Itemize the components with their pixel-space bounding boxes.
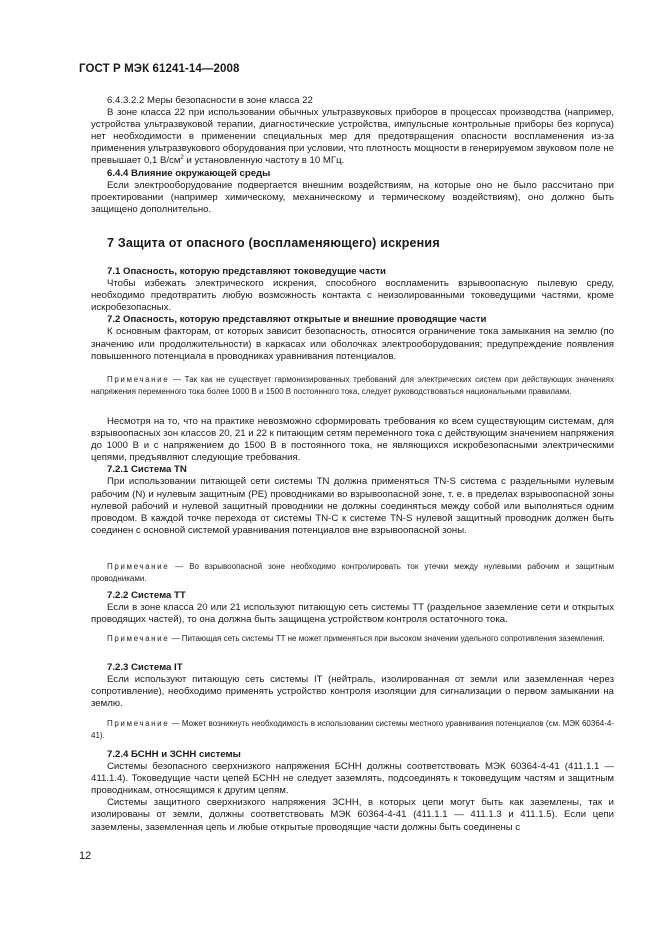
- paragraph-bsnn: Системы безопасного сверхнизкого напряжения БСНН должны соответствовать МЭК 60364-4-41 (411.1.1 — 411.1.4). Токоведущие части цепей БСНН не следует заземлять, подсоединять к токоведущим частям и защитным проводникам, относящимся к другим цепям.: [91, 761, 614, 797]
- block-7-2-3: [91, 662, 614, 710]
- note-label: Примечание: [107, 562, 170, 571]
- paragraph-zsnn: Системы защитного сверхнизкого напряжения ЗСНН, в которых цепи могут быть как заземлены, так и изолированы от земли, должны соответствовать МЭК 60364-4-41 (411.1.1 — 411.1.3 и 411.1.5). Если цепи заземлены, заземленная цепь и любые открытые проводящие части должны быть соединены с: [91, 797, 614, 833]
- block-7-2-2: [91, 590, 614, 626]
- note-4: [91, 718, 614, 741]
- paragraph-zone-22: [91, 107, 614, 167]
- heading-6-4-4: 6.4.4 Влияние окружающей среды: [107, 167, 271, 179]
- note-1: [91, 374, 614, 397]
- heading-7-2-3: 7.2.3 Система IT: [107, 662, 183, 673]
- paragraph-it: Если используют питающую сеть системы IT (нейтраль, изолированная от земли или заземленная через сопротивление), необходимо применять устройство контроля изоляции для сигнализации о первом замыкании на землю.: [91, 674, 614, 710]
- paragraph-7-1: Чтобы избежать электрического искрения, способного воспламенить взрывоопасную пылевую среду, необходимо предотвратить любую возможность контакта с неизолированными токоведущими частями, кроме искробезопасных.: [91, 278, 614, 314]
- note-label: Примечание: [107, 375, 170, 384]
- paragraph-zone-22-end: и установленную частоту в 10 МГц.: [183, 155, 345, 167]
- paragraph-7-2: К основным факторам, от которых зависит безопасность, относятся ограничение тока замыкания на землю (по значению или продолжительности) в каркасах или оболочках электрооборудования; предупреждение появления повышенного потенциала в проводниках уравнивания потенциалов.: [91, 326, 614, 362]
- note-2: [91, 561, 614, 584]
- block-7-2-1: [91, 416, 614, 537]
- paragraph-tt: Если в зоне класса 20 или 21 используют питающую сеть системы TT (раздельное заземление сети и открытых проводящих частей), то она должна быть защищена устройством контроля остаточного тока.: [91, 602, 614, 626]
- section-7-title: 7 Защита от опасного (воспламеняющего) искрения: [107, 236, 440, 250]
- page-number: 12: [79, 850, 92, 862]
- block-7-1: [91, 266, 614, 363]
- heading-7-2-4: 7.2.4 БСНН и ЗСНН системы: [107, 749, 241, 760]
- paragraph-environment: Если электрооборудование подвергается внешним воздействиям, на которые оно не было рассчитано при проектировании (например химическому, механическому и термическому воздействиям), оно должно быть защищено дополнительно.: [91, 179, 614, 215]
- heading-6-4-3-2-2: 6.4.3.2.2 Меры безопасности в зоне класса 22: [107, 95, 313, 106]
- note-text: — Питающая сеть системы TT не может применяться при высоком значении удельного сопротивления заземления.: [169, 634, 605, 643]
- note-text: — Во взрывоопасной зоне необходимо контролировать ток утечки между нулевыми рабочим и защитным проводниками.: [91, 562, 614, 583]
- superscript: 2: [180, 155, 184, 162]
- note-text: — Так как не существует гармонизированных требований для электрических систем при действующих значениях напряжения переменного тока более 1000 В и 1500 В постоянного тока, следует руководствоваться национальными правилами.: [91, 375, 614, 396]
- block-7-2-4: [91, 749, 614, 834]
- note-text: — Может возникнуть необходимость в использовании системы местного уравнивания потенциалов (см. МЭК 60364-4-41).: [91, 719, 614, 740]
- note-label: Примечание: [107, 719, 170, 728]
- document-header: ГОСТ Р МЭК 61241-14—2008: [79, 63, 240, 75]
- paragraph-requirements: Несмотря на то, что на практике невозможно сформировать требования ко всем существующим системам, для взрывоопасных зон классов 20, 21 и 22 к питающим сетям переменного тока с действующим значением напряжения до 1000 В и с напряжением до 1500 В в постоянного тока, не являющихся искробезопасными электрическими цепями, предъявляют следующие требования.: [91, 416, 614, 464]
- block-6-4: [91, 95, 614, 216]
- paragraph-zone-22-text: В зоне класса 22 при использовании обычных ультразвуковых приборов в процессах производства (например, устройства ультразвуковой терапии, диагностические устройства, импульсные контрольные приборы без корпуса) нет необходимости в применении специальных мер для предотвращения опасности воспламенения из-за применения ультразвукового оборудования при условии, что плотность мощности в генерируемом звуковом поле не превышает 0,1 В/см: [91, 107, 614, 167]
- heading-7-2: 7.2 Опасность, которую представляют открытые и внешние проводящие части: [107, 314, 487, 326]
- heading-7-2-2: 7.2.2 Система TT: [107, 590, 186, 601]
- note-3: [91, 633, 614, 645]
- paragraph-tn: При использовании питающей сети системы TN должна применяться TN-S система с раздельными нулевым рабочим (N) и нулевым защитным (PE) проводниками во взрывоопасной зоне, т. е. в пределах взрывоопасной зоны нулевой рабочий и нулевой защитный проводники не должны соединяться между собой или выполняться одним проводом. В каждой точке перехода от системы TN-C к системе TN-S нулевой защитный проводник должен быть соединен с основной системой уравнивания потенциалов вне взрывоопасной зоны.: [91, 476, 614, 536]
- heading-7-1: 7.1 Опасность, которую представляют токоведущие части: [107, 266, 386, 277]
- note-label: Примечание: [107, 634, 170, 643]
- heading-7-2-1: 7.2.1 Система TN: [107, 464, 187, 476]
